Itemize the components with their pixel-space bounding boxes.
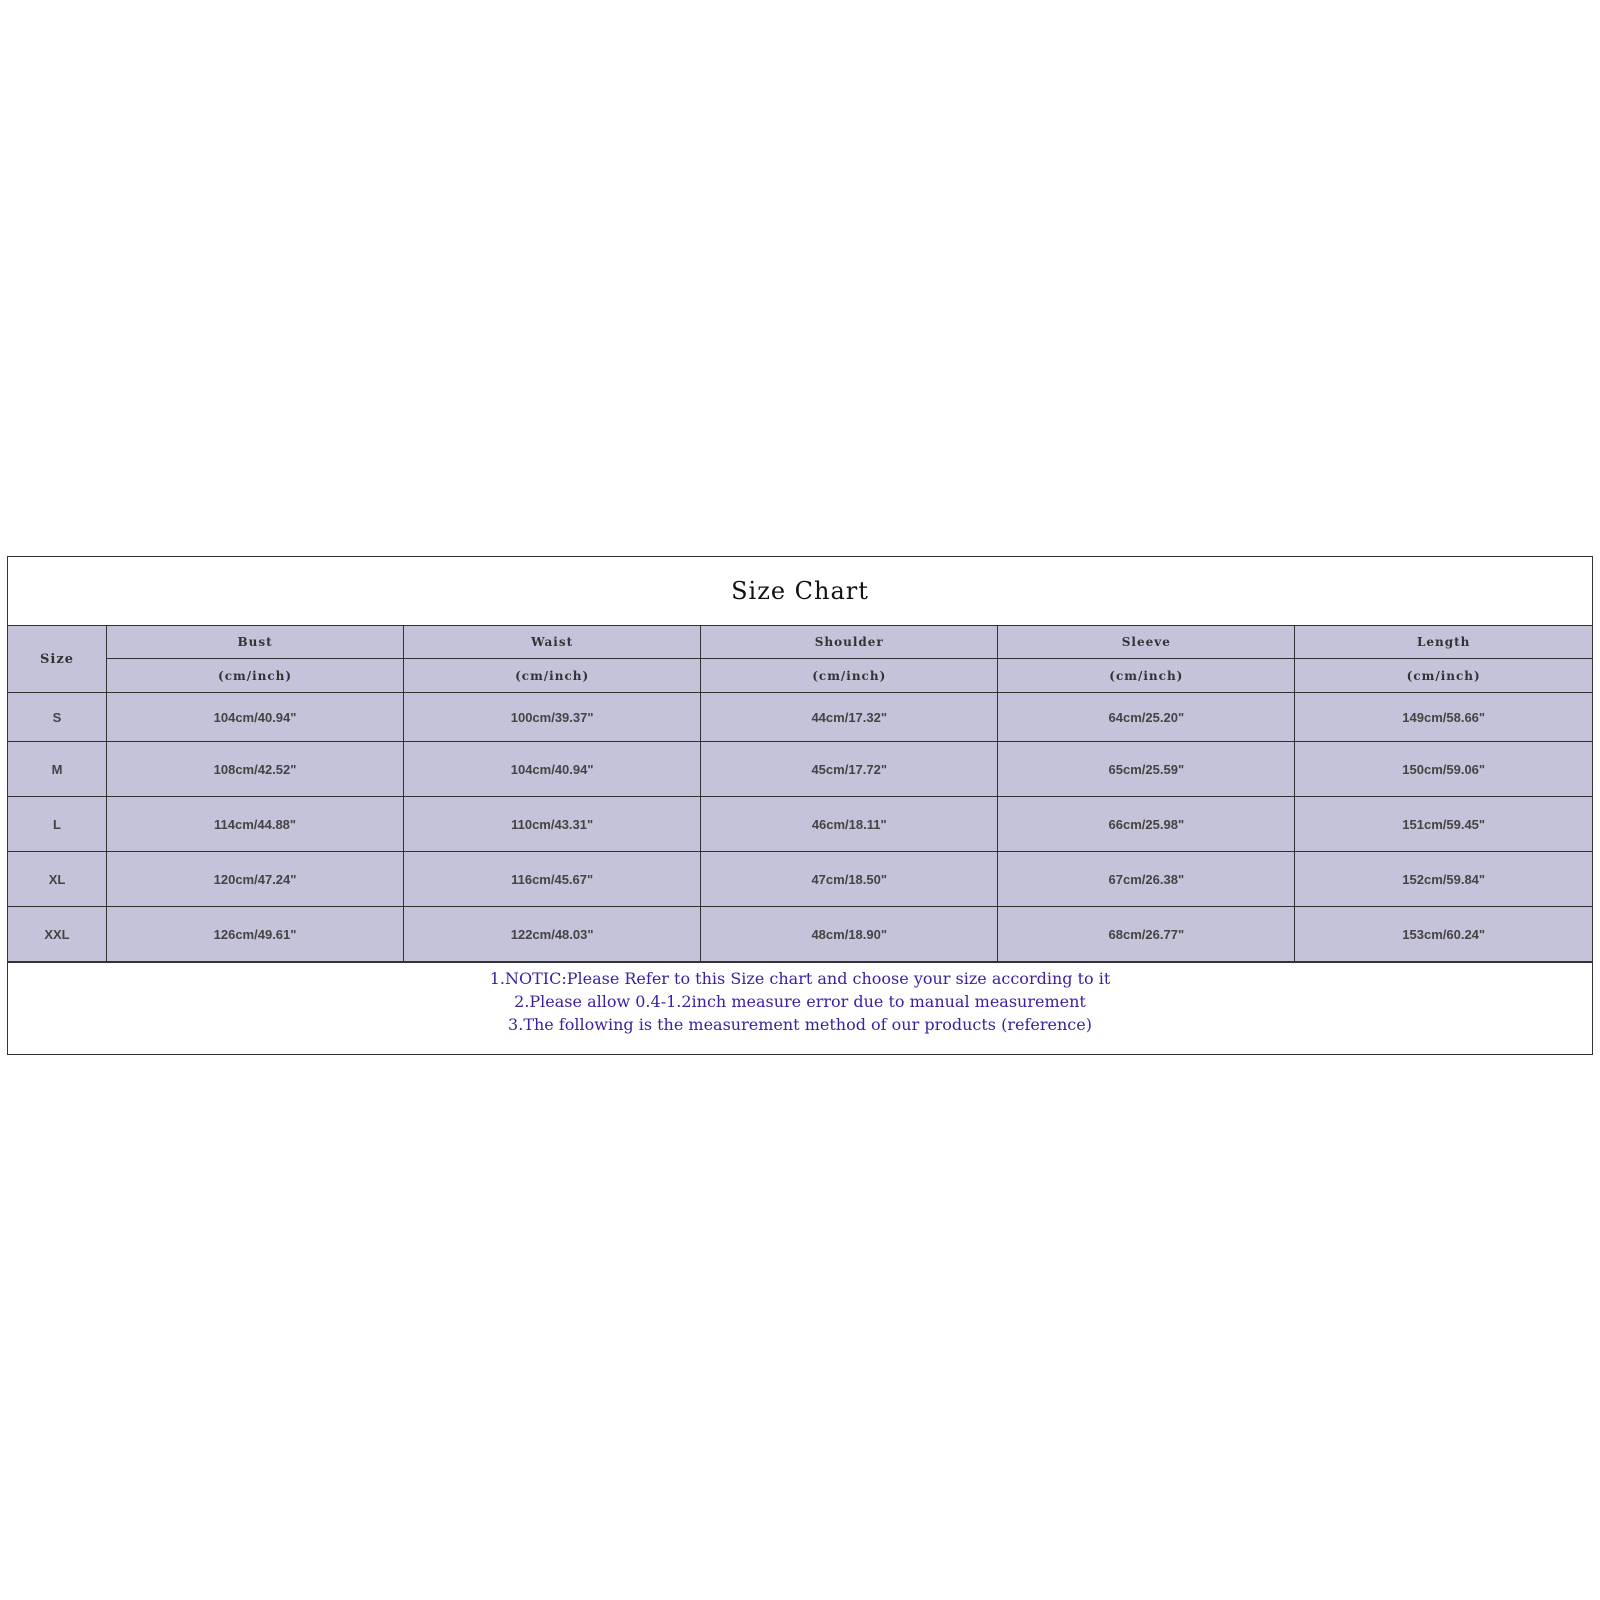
shoulder-cell: 47cm/18.50" — [701, 852, 998, 907]
length-cell: 153cm/60.24" — [1295, 907, 1592, 962]
shoulder-cell: 46cm/18.11" — [701, 797, 998, 852]
waist-cell: 122cm/48.03" — [404, 907, 701, 962]
length-cell: 150cm/59.06" — [1295, 742, 1592, 797]
size-cell: XXL — [8, 907, 107, 962]
bust-column-header: Bust — [107, 626, 404, 659]
shoulder-cell: 45cm/17.72" — [701, 742, 998, 797]
length-cell: 152cm/59.84" — [1295, 852, 1592, 907]
length-cell: 151cm/59.45" — [1295, 797, 1592, 852]
sleeve-unit: (cm/inch) — [998, 659, 1295, 693]
header-row-names — [8, 626, 1592, 659]
size-chart — [7, 556, 1593, 1055]
waist-cell: 104cm/40.94" — [404, 742, 701, 797]
note-3: 3.The following is the measurement method of our products (reference) — [508, 1015, 1092, 1034]
length-column-header: Length — [1295, 626, 1592, 659]
length-cell: 149cm/58.66" — [1295, 693, 1592, 742]
waist-cell: 116cm/45.67" — [404, 852, 701, 907]
sleeve-cell: 65cm/25.59" — [998, 742, 1295, 797]
header-row-units — [8, 659, 1592, 693]
bust-cell: 108cm/42.52" — [107, 742, 404, 797]
sleeve-column-header: Sleeve — [998, 626, 1295, 659]
note-1: 1.NOTIC:Please Refer to this Size chart and choose your size according to it — [489, 969, 1111, 988]
sleeve-cell: 67cm/26.38" — [998, 852, 1295, 907]
size-table — [8, 626, 1592, 962]
bust-cell: 126cm/49.61" — [107, 907, 404, 962]
bust-cell: 104cm/40.94" — [107, 693, 404, 742]
table-row — [8, 693, 1592, 742]
bust-cell: 114cm/44.88" — [107, 797, 404, 852]
sleeve-cell: 66cm/25.98" — [998, 797, 1295, 852]
table-row — [8, 852, 1592, 907]
shoulder-column-header: Shoulder — [701, 626, 998, 659]
note-2: 2.Please allow 0.4-1.2inch measure error due to manual measurement — [514, 992, 1086, 1011]
bust-cell: 120cm/47.24" — [107, 852, 404, 907]
sleeve-cell: 68cm/26.77" — [998, 907, 1295, 962]
size-cell: S — [8, 693, 107, 742]
sleeve-cell: 64cm/25.20" — [998, 693, 1295, 742]
waist-column-header: Waist — [404, 626, 701, 659]
waist-cell: 110cm/43.31" — [404, 797, 701, 852]
size-cell: M — [8, 742, 107, 797]
waist-cell: 100cm/39.37" — [404, 693, 701, 742]
table-row — [8, 797, 1592, 852]
size-cell: L — [8, 797, 107, 852]
shoulder-cell: 44cm/17.32" — [701, 693, 998, 742]
bust-unit: (cm/inch) — [107, 659, 404, 693]
table-row — [8, 907, 1592, 962]
chart-title: Size Chart — [8, 557, 1592, 626]
size-column-header: Size — [8, 626, 107, 693]
shoulder-unit: (cm/inch) — [701, 659, 998, 693]
waist-unit: (cm/inch) — [404, 659, 701, 693]
notes-section — [8, 962, 1592, 1054]
length-unit: (cm/inch) — [1295, 659, 1592, 693]
size-cell: XL — [8, 852, 107, 907]
table-row — [8, 742, 1592, 797]
shoulder-cell: 48cm/18.90" — [701, 907, 998, 962]
